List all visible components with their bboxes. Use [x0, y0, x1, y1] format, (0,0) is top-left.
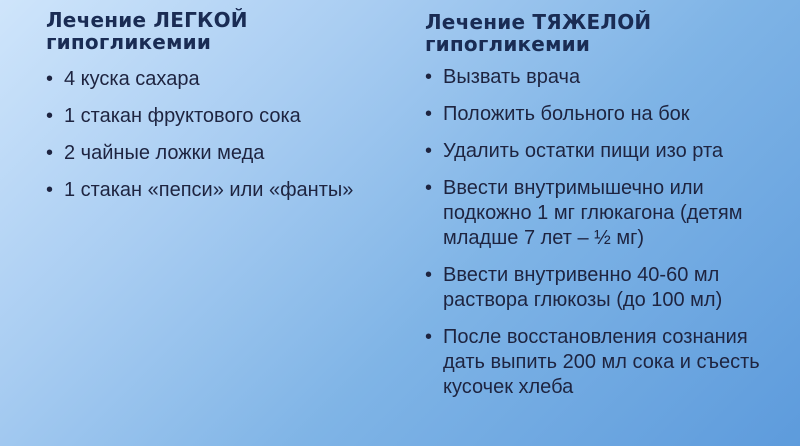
severe-treatment-list — [425, 65, 795, 400]
list-item-text: Ввести внутримышечно или подкожно 1 мг глюкагона (детям младше 7 лет – ½ мг) — [443, 177, 743, 249]
list-item — [46, 178, 386, 203]
list-item-text: После восстановления сознания дать выпить 200 мл сока и съесть кусочек хлеба — [443, 326, 760, 398]
list-item — [46, 104, 386, 129]
mild-hypoglycemia-column — [46, 0, 386, 215]
list-item-text: 1 стакан «пепси» или «фанты» — [64, 179, 354, 201]
list-item — [425, 325, 795, 400]
list-item — [425, 263, 795, 313]
list-item-text: Удалить остатки пищи изо рта — [443, 140, 724, 162]
bullet-icon: • — [46, 105, 54, 127]
bullet-icon: • — [425, 66, 433, 88]
bullet-icon: • — [425, 326, 433, 348]
list-item — [425, 139, 795, 164]
list-item — [46, 67, 386, 92]
list-item-text: Вызвать врача — [443, 66, 581, 88]
severe-hypoglycemia-column — [425, 0, 795, 412]
severe-heading — [425, 11, 795, 55]
list-item-text: 4 куска сахара — [64, 68, 200, 90]
bullet-icon: • — [425, 177, 433, 199]
bullet-icon: • — [46, 142, 54, 164]
severe-heading-line1: Лечение ТЯЖЕЛОЙ — [425, 10, 652, 34]
bullet-icon: • — [46, 179, 54, 201]
list-item — [425, 102, 795, 127]
mild-heading — [46, 9, 386, 53]
list-item — [46, 141, 386, 166]
list-item-text: Ввести внутривенно 40-60 мл раствора глюкозы (до 100 мл) — [443, 264, 723, 311]
list-item-text: 1 стакан фруктового сока — [64, 105, 301, 127]
bullet-icon: • — [425, 264, 433, 286]
list-item — [425, 65, 795, 90]
mild-heading-line1: Лечение ЛЕГКОЙ — [46, 8, 248, 32]
severe-heading-line2: гипогликемии — [425, 32, 591, 56]
list-item — [425, 176, 795, 251]
list-item-text: 2 чайные ложки меда — [64, 142, 265, 164]
bullet-icon: • — [425, 140, 433, 162]
mild-treatment-list — [46, 67, 386, 203]
list-item-text: Положить больного на бок — [443, 103, 690, 125]
bullet-icon: • — [46, 68, 54, 90]
mild-heading-line2: гипогликемии — [46, 30, 212, 54]
bullet-icon: • — [425, 103, 433, 125]
